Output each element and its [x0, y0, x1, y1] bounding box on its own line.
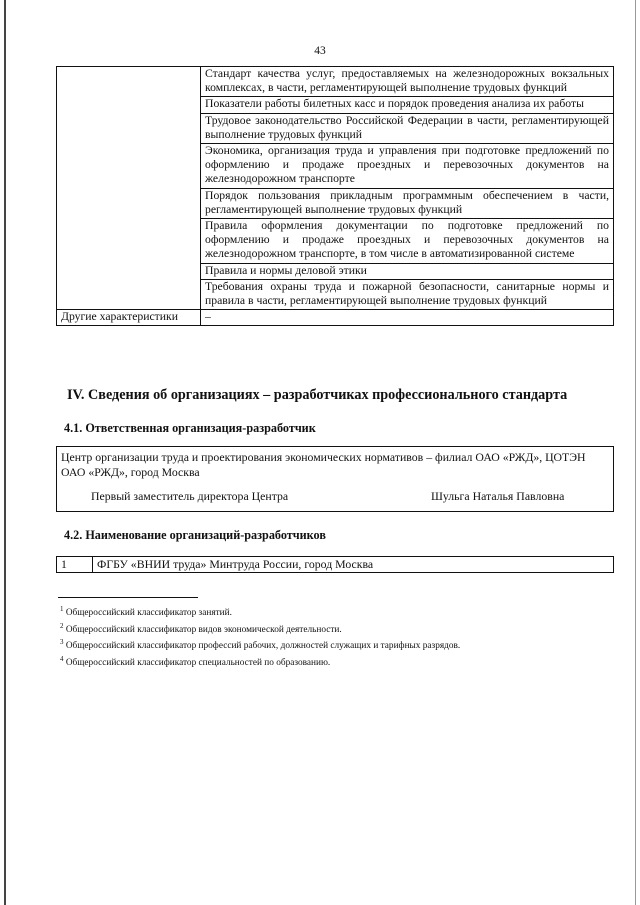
developers-table — [56, 556, 614, 573]
table-row — [57, 557, 614, 573]
table-cell-value: Правила и нормы деловой этики — [201, 263, 614, 279]
table-row — [57, 67, 614, 97]
table-row-other — [57, 310, 614, 326]
responsible-organization-box — [56, 446, 614, 512]
organization-name: Центр организации труда и проектирования экономических нормативов – филиал ОАО «РЖД», ЦОТЭН ОАО «РЖД», город Москва — [61, 450, 586, 479]
footnote: $^1$ Общероссийский классификатор занятий. — [60, 605, 232, 619]
table-cell-value: Стандарт качества услуг, предоставляемых на железнодорожных вокзальных комплексах, в части, регламентирующей выполнение трудовых функций — [201, 67, 614, 97]
footnote: $^3$ Общероссийский классификатор профессий рабочих, должностей служащих и тарифных разрядов. — [60, 638, 461, 652]
scan-border-left — [4, 0, 6, 905]
footnote: $^2$ Общероссийский классификатор видов экономической деятельности. — [60, 621, 342, 635]
table-cell-value: Трудовое законодательство Российской Федерации в части, регламентирующей выполнение трудовых функций — [201, 113, 614, 143]
table-cell-value: Требования охраны труда и пожарной безопасности, санитарные нормы и правила в части, регламентирующей выполнение трудовых функций — [201, 279, 614, 309]
developer-name: ФГБУ «ВНИИ труда» Минтруда России, город Москва — [93, 557, 614, 573]
table-cell-value: Экономика, организация труда и управления при подготовке предложений по оформлению и продаже проездных и перевозочных документов на железнодорожном транспорте — [201, 144, 614, 189]
requirements-table — [56, 66, 614, 326]
developer-number: 1 — [57, 557, 93, 573]
signatory-name: Шульга Наталья Павловна — [431, 489, 565, 503]
footnote-separator — [58, 597, 198, 598]
footnote: $^4$ Общероссийский классификатор специальностей по образованию. — [60, 655, 331, 669]
footnotes — [60, 603, 460, 670]
table-cell-value: Показатели работы билетных касс и порядок проведения анализа их работы — [201, 97, 614, 113]
subsection-heading: 4.2. Наименование организаций-разработчиков — [64, 528, 326, 542]
scan-border-right — [635, 0, 636, 905]
table-cell-value: Порядок пользования прикладным программным обеспечением в части, регламентирующей выполнение трудовых функций — [201, 188, 614, 218]
table-cell-value: Правила оформления документации по подготовке предложений по оформлению и продаже проездных и перевозочных документов на железнодорожном транспорте, в том числе в автоматизированной системе — [201, 219, 614, 264]
section-heading: IV. Сведения об организациях – разработчиках профессионального стандарта — [67, 387, 568, 403]
table-cell-label: Другие характеристики — [57, 310, 201, 326]
table-cell-label — [57, 67, 201, 310]
subsection-heading: 4.1. Ответственная организация-разработчик — [64, 421, 316, 435]
signatory-position: Первый заместитель директора Центра — [91, 489, 289, 503]
table-cell-value: – — [201, 310, 614, 326]
page-number: 43 — [314, 45, 326, 57]
